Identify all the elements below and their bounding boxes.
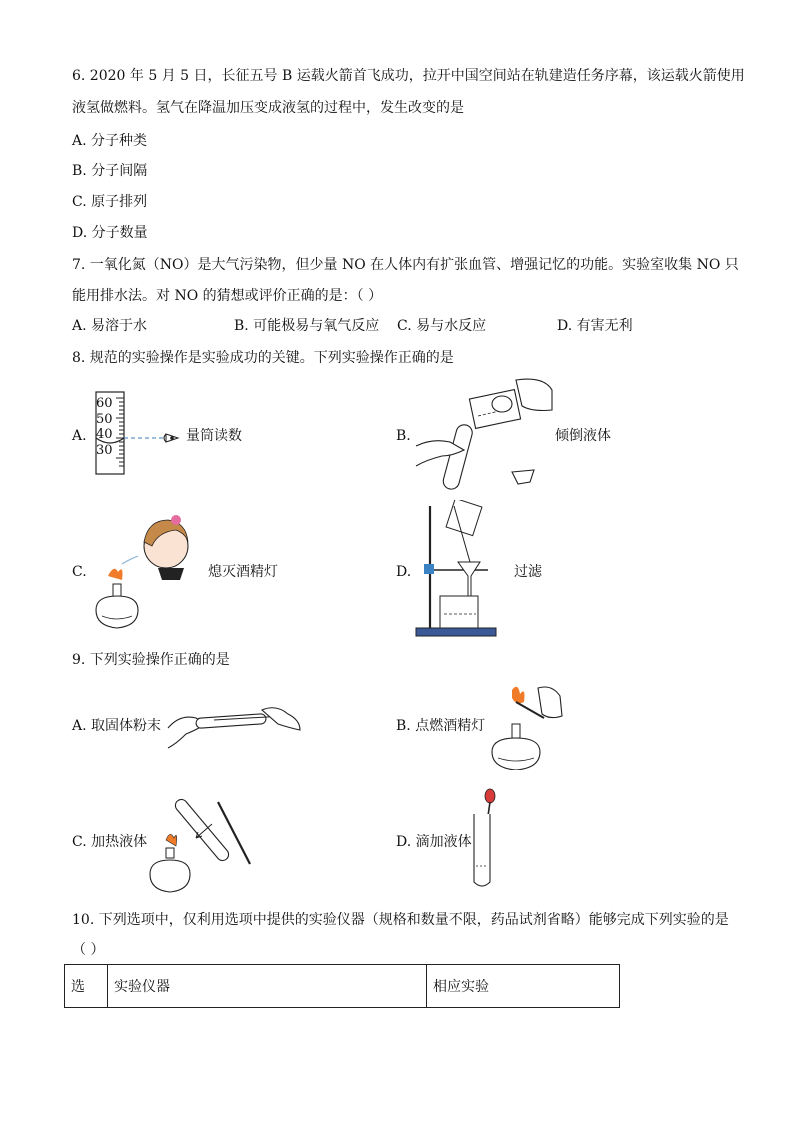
table-header-instruments: 实验仪器 xyxy=(108,965,427,1008)
q7-option-c: C. 易与水反应 xyxy=(397,318,487,334)
q9-stem: 9. 下列实验操作正确的是 xyxy=(72,652,230,668)
q7-option-b: B. 可能极易与氧气反应 xyxy=(234,318,380,334)
q10-stem-line1: 10. 下列选项中，仅利用选项中提供的实验仪器（规格和数量不限，药品试剂省略）能够完成下列实验的是 xyxy=(72,912,729,928)
q9-option-a: A. 取固体粉末 xyxy=(72,718,162,734)
q6-option-b: B. 分子间隔 xyxy=(72,163,148,179)
lighting-lamp-figure xyxy=(488,684,572,770)
cylinder-tick-labels xyxy=(96,396,113,458)
q7-option-d: D. 有害无利 xyxy=(557,318,633,334)
q6-option-c: C. 原子排列 xyxy=(72,194,148,210)
tick-label: 30 xyxy=(96,442,113,458)
q8-a-letter: A. xyxy=(72,428,87,444)
q8-d-letter: D. xyxy=(396,564,412,580)
q8-d-caption: 过滤 xyxy=(514,564,542,580)
filtration-figure xyxy=(414,500,514,642)
tick-label: 40 xyxy=(96,427,113,442)
q9-option-b: B. 点燃酒精灯 xyxy=(396,718,486,734)
q8-c-caption: 熄灭酒精灯 xyxy=(208,564,278,580)
q8-a-caption: 量筒读数 xyxy=(186,428,242,444)
q6-stem-line2: 液氢做燃料。氢气在降温加压变成液氢的过程中，发生改变的是 xyxy=(72,100,464,116)
q8-b-caption: 倾倒液体 xyxy=(555,428,611,444)
blowing-lamp-figure xyxy=(88,506,200,632)
q8-stem: 8. 规范的实验操作是实验成功的关键。下列实验操作正确的是 xyxy=(72,350,454,366)
q9-option-d: D. 滴加液体 xyxy=(396,834,472,850)
table-header-option: 选 xyxy=(65,965,108,1008)
q7-option-a: A. 易溶于水 xyxy=(72,318,148,334)
table-header-experiment: 相应实验 xyxy=(427,965,620,1008)
heating-liquid-figure xyxy=(146,790,254,894)
q10-stem-line2: （ ） xyxy=(72,942,105,958)
q6-stem-line1: 6. 2020 年 5 月 5 日，长征五号 B 运载火箭首飞成功，拉开中国空间站在轨建造任务序幕，该运载火箭使用 xyxy=(72,68,745,84)
q6-option-a: A. 分子种类 xyxy=(72,133,148,149)
tick-label: 60 xyxy=(96,396,113,411)
table-row xyxy=(65,965,620,1008)
pouring-liquid-figure xyxy=(412,376,562,498)
q9-option-c: C. 加热液体 xyxy=(72,834,148,850)
q6-option-d: D. 分子数量 xyxy=(72,225,148,241)
q8-b-letter: B. xyxy=(396,428,411,444)
tick-label: 50 xyxy=(96,411,113,427)
q8-c-letter: C. xyxy=(72,564,87,580)
q10-table xyxy=(64,964,620,1008)
q7-stem-line1: 7. 一氧化氮（NO）是大气污染物，但少量 NO 在人体内有扩张血管、增强记忆的功能。实验室收集 NO 只 xyxy=(72,257,739,273)
dropping-liquid-figure xyxy=(470,788,504,892)
powder-sampling-figure xyxy=(166,700,302,752)
q7-stem-line2: 能用排水法。对 NO 的猜想或评价正确的是：（ ） xyxy=(72,288,383,304)
